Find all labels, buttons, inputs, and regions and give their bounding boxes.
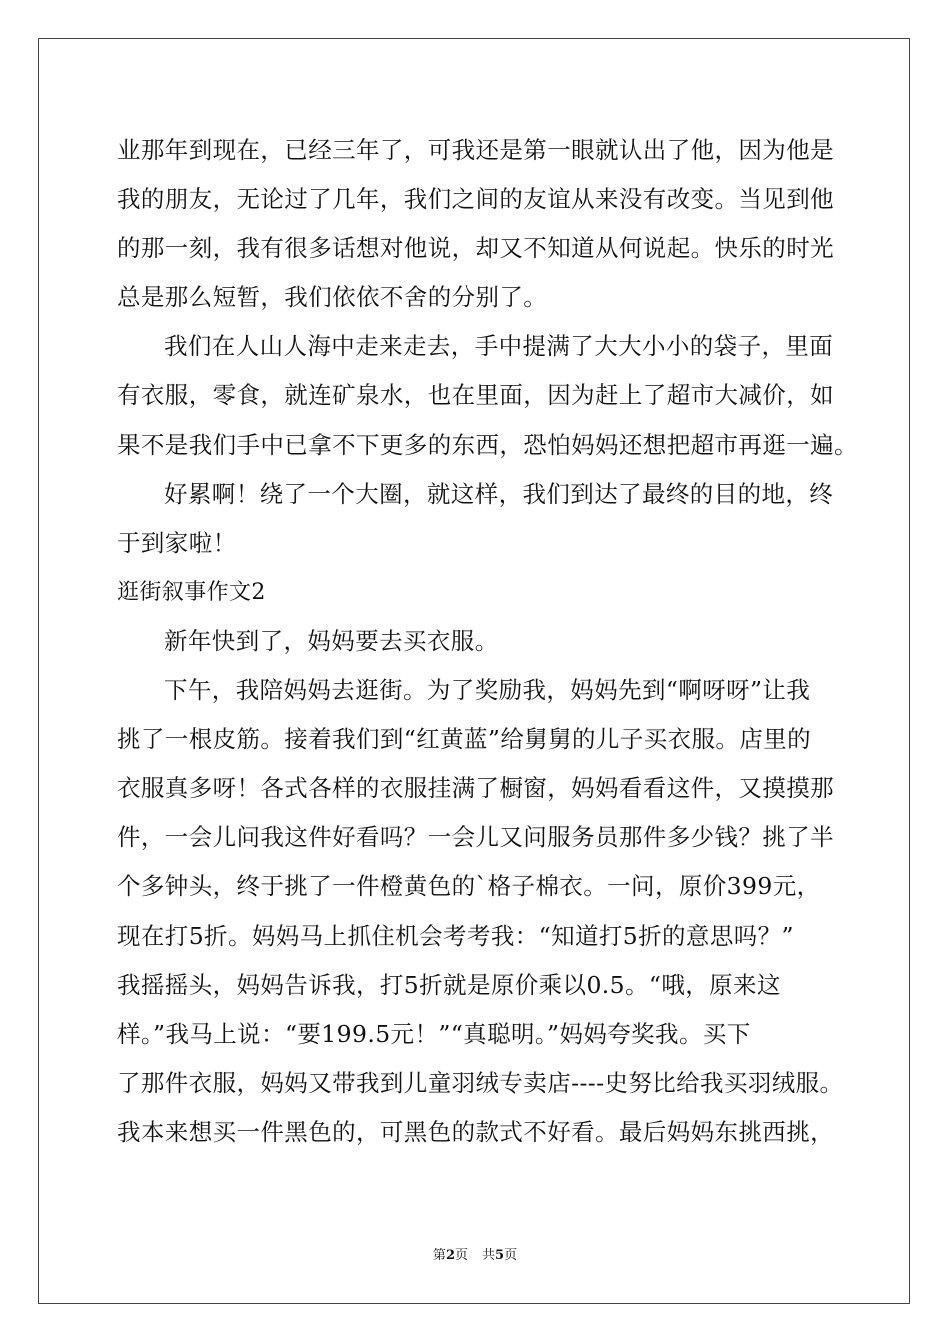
- text-line: 样。”我马上说：“要199.5元！”“真聪明。”妈妈夸奖我。买下: [117, 1019, 751, 1048]
- text-line: 下午，我陪妈妈去逛街。为了奖励我，妈妈先到“啊呀呀”让我: [164, 676, 811, 705]
- text-line: 我本来想买一件黑色的，可黑色的款式不好看。最后妈妈东挑西挑，: [117, 1117, 834, 1146]
- page-footer: [0, 1244, 950, 1263]
- text-line: 现在打5折。妈妈马上抓住机会考考我：“知道打5折的意思吗？”: [117, 921, 794, 950]
- page-number: 2: [445, 1248, 455, 1263]
- total-pages: 5: [495, 1248, 505, 1263]
- text-line: 总是那么短暂，我们依依不舍的分别了。: [117, 283, 548, 312]
- text-line: 好累啊！绕了一个大圈，就这样，我们到达了最终的目的地，终: [164, 479, 834, 508]
- total-prefix: 共: [482, 1248, 496, 1263]
- text-line: 衣服真多呀！各式各样的衣服挂满了橱窗，妈妈看看这件，又摸摸那: [117, 774, 834, 803]
- text-line: 我的朋友，无论过了几年，我们之间的友谊从来没有改变。当见到他: [117, 185, 834, 214]
- text-line: 有衣服，零食，就连矿泉水，也在里面，因为赶上了超市大减价，如: [117, 381, 834, 410]
- text-line: 业那年到现在，已经三年了，可我还是第一眼就认出了他，因为他是: [117, 136, 834, 164]
- text-line: 的那一刻，我有很多话想对他说，却又不知道从何说起。快乐的时光: [117, 234, 834, 263]
- text-line: 我摇摇头，妈妈告诉我，打5折就是原价乘以0.5。“哦，原来这: [117, 970, 781, 999]
- document-body: [117, 126, 858, 1157]
- text-line: 个多钟头，终于挑了一件橙黄色的`格子棉衣。一问，原价399元，: [117, 872, 821, 901]
- text-line: 我们在人山人海中走来走去，手中提满了大大小小的袋子，里面: [164, 332, 834, 361]
- section-heading: 逛街叙事作文2: [117, 579, 266, 605]
- text-line: 新年快到了，妈妈要去买衣服。: [164, 626, 499, 655]
- page-suffix: 页: [454, 1248, 468, 1263]
- text-line: 了那件衣服，妈妈又带我到儿童羽绒专卖店----史努比给我买羽绒服。: [117, 1068, 844, 1097]
- text-line: 于到家啦！: [117, 528, 237, 557]
- page-prefix: 第: [432, 1248, 446, 1263]
- text-line: 件，一会儿问我这件好看吗？一会儿又问服务员那件多少钱？挑了半: [117, 823, 834, 852]
- total-suffix: 页: [504, 1248, 518, 1263]
- text-line: 果不是我们手中已拿不下更多的东西，恐怕妈妈还想把超市再逛一遍。: [117, 430, 858, 459]
- text-line: 挑了一根皮筋。接着我们到“红黄蓝”给舅舅的儿子买衣服。店里的: [117, 725, 812, 754]
